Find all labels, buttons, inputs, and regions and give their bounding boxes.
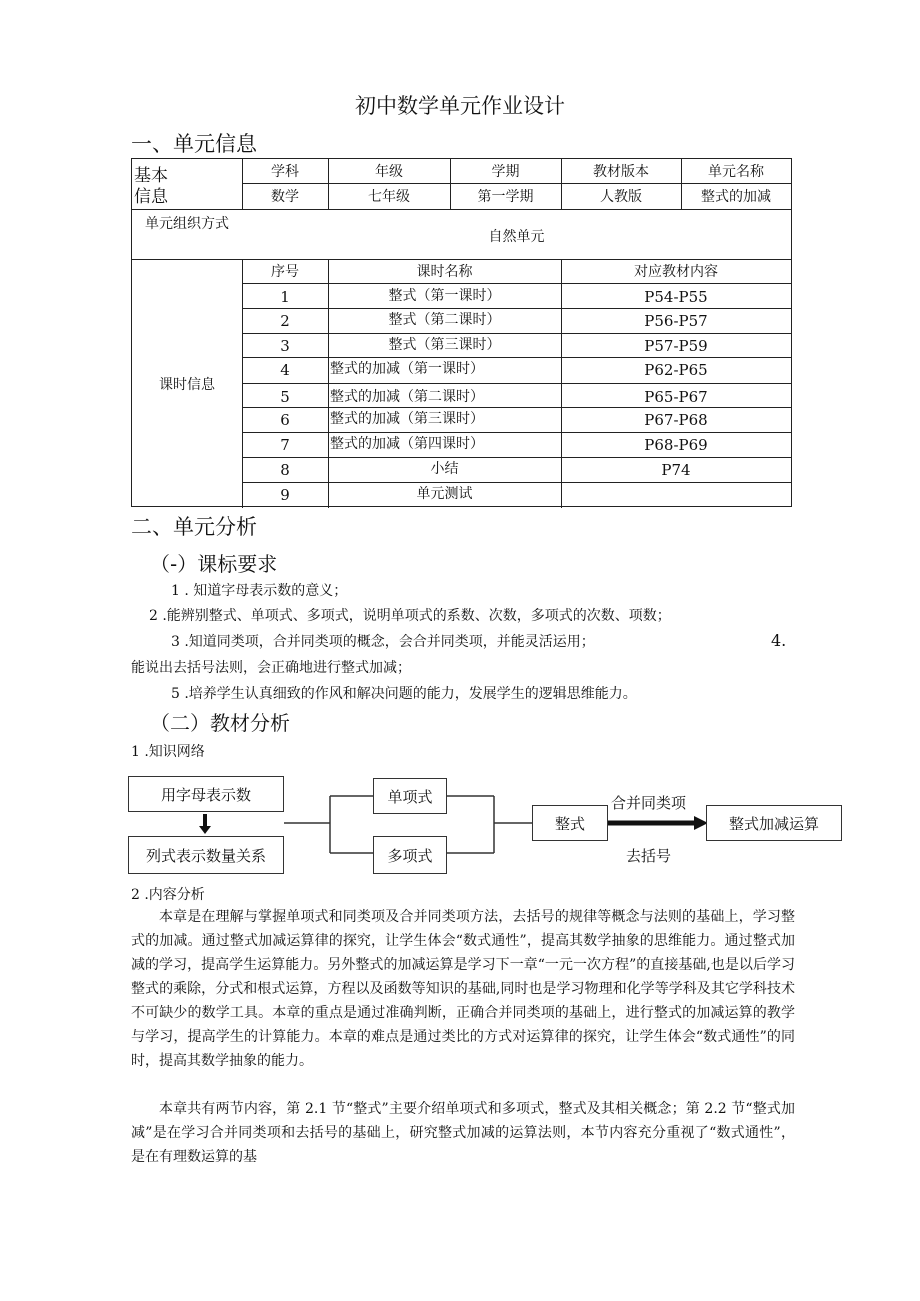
value-grade: 七年级: [368, 189, 410, 205]
basic-info-label: 信息: [134, 186, 168, 207]
lesson-header-pages: 对应教材内容: [634, 264, 718, 280]
arrow-label-brackets: 去括号: [626, 847, 672, 865]
lesson-pages: P54-P55: [644, 288, 708, 306]
lesson-pages: P67-P68: [644, 411, 708, 429]
table-rule: [242, 383, 791, 384]
subsection-textbook-heading: （二）教材分析: [150, 711, 290, 735]
lesson-no: 4: [280, 361, 290, 379]
lesson-no: 7: [280, 436, 290, 454]
lesson-no: 2: [280, 312, 290, 330]
arrow-label-combine: 合并同类项: [611, 794, 687, 812]
lesson-pages: P74: [661, 461, 691, 479]
requirement-2: 2 .能辨别整式、单项式、多项式，说明单项式的系数、次数，多项式的次数、项数；: [149, 608, 671, 624]
lesson-info-label: 课时信息: [159, 377, 215, 393]
lesson-no: 9: [280, 486, 290, 504]
requirement-4-number: 4.: [771, 631, 787, 650]
lesson-pages: P68-P69: [644, 436, 708, 454]
box-monomial: 单项式: [373, 778, 447, 814]
requirement-1: 1 . 知道字母表示数的意义；: [171, 583, 348, 599]
header-subject: 学科: [271, 164, 299, 180]
subsection-curriculum-heading: （-）课标要求: [150, 552, 278, 576]
knowledge-network-label: 1 .知识网络: [131, 744, 205, 760]
lesson-pages: P56-P57: [644, 312, 708, 330]
lesson-name: 整式（第一课时）: [388, 288, 501, 304]
lesson-name: 整式（第三课时）: [388, 337, 501, 353]
header-unit-name: 单元名称: [708, 164, 764, 180]
value-term: 第一学期: [477, 189, 534, 205]
table-rule: [132, 209, 791, 210]
lesson-name: 单元测试: [416, 486, 473, 502]
box-letters-represent-numbers: 用字母表示数: [128, 776, 284, 812]
requirement-4: 能说出去括号法则，会正确地进行整式加减；: [131, 660, 411, 676]
knowledge-network-diagram: [128, 772, 844, 878]
lesson-no: 3: [280, 337, 290, 355]
header-term: 学期: [491, 164, 520, 180]
content-analysis-paragraph-1: 本章是在理解与掌握单项式和同类项及合并同类项方法，去括号的规律等概念与法则的基础上，学习整式的加减。通过整式加减运算律的探究，让学生体会“数式通性”，提高其数学抽象的思维能力。通过整式加减的学习，提高学生运算能力。另外整式的加减运算是学习下一章“一元一次方程”的直接基础,也是以后学习整式的乘除，分式和根式运算，方程以及函数等知识的基础,同时也是学习物理和化学等学科及其它学科技术不可缺少的数学工具。本章的重点是通过准确判断，正确合并同类项的基础上，进行整式的加减运算的教学与学习，提高学生的计算能力。本章的难点是通过类比的方式对运算律的探究，让学生体会“数式通性”的同时，提高其数学抽象的能力。: [131, 909, 795, 1069]
lesson-pages: P57-P59: [644, 337, 708, 355]
lesson-no: 5: [280, 388, 290, 406]
lesson-name: 整式（第二课时）: [388, 312, 501, 328]
lesson-name: 小结: [430, 461, 459, 477]
lesson-no: 1: [280, 288, 290, 306]
box-integral-expression: 整式: [532, 805, 608, 841]
box-expression-relations: 列式表示数量关系: [128, 836, 284, 874]
value-edition: 人教版: [600, 189, 642, 205]
lesson-name: 整式的加减（第四课时）: [330, 436, 484, 452]
lesson-name: 整式的加减（第二课时）: [330, 389, 484, 405]
box-polynomial: 多项式: [373, 836, 447, 874]
lesson-header-name: 课时名称: [416, 264, 473, 280]
page-title: 初中数学单元作业设计: [355, 94, 565, 118]
unit-info-table: [131, 158, 792, 507]
lesson-pages: P65-P67: [644, 388, 708, 406]
box-addition-subtraction: 整式加减运算: [706, 805, 842, 841]
section-unit-info-heading: 一、单元信息: [131, 132, 257, 156]
lesson-pages: [561, 484, 791, 506]
lesson-name: 整式的加减（第一课时）: [330, 361, 484, 377]
header-edition: 教材版本: [593, 164, 649, 180]
lesson-header-no: 序号: [271, 264, 299, 280]
lesson-pages: P62-P65: [644, 361, 708, 379]
section-unit-analysis-heading: 二、单元分析: [131, 515, 257, 539]
requirement-3: 3 .知道同类项，合并同类项的概念，会合并同类项，并能灵活运用；: [171, 634, 595, 650]
lesson-name: 整式的加减（第三课时）: [330, 411, 484, 427]
org-value: 自然单元: [488, 229, 545, 245]
content-analysis-paragraph-2: 本章共有两节内容，第 2.1 节“整式”主要介绍单项式和多项式，整式及其相关概念；第 2.2 节“整式加减”是在学习合并同类项和去括号的基础上，研究整式加减的运算法则，本节内容充分重视了“数式通性”，是在有理数运算的基: [131, 1101, 795, 1165]
basic-info-label: 基本: [134, 165, 168, 186]
header-grade: 年级: [375, 164, 403, 180]
requirement-5: 5 .培养学生认真细致的作风和解决问题的能力，发展学生的逻辑思维能力。: [171, 686, 637, 702]
org-label: 单元组织方式: [145, 216, 229, 232]
value-subject: 数学: [271, 189, 299, 205]
value-unit-name: 整式的加减: [701, 189, 771, 205]
content-analysis-label: 2 .内容分析: [131, 887, 205, 903]
lesson-no: 8: [280, 461, 290, 479]
lesson-no: 6: [280, 411, 290, 429]
